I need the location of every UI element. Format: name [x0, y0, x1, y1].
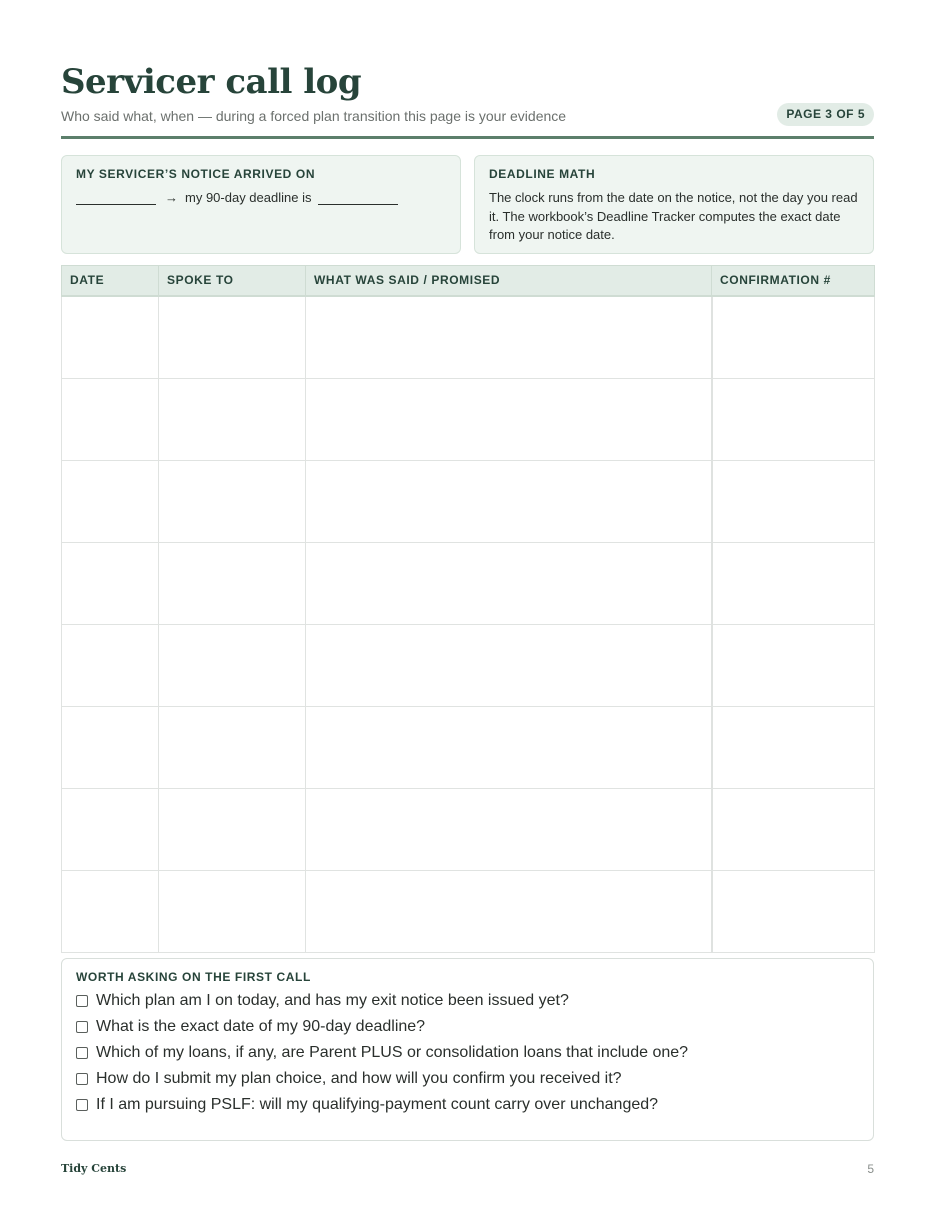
cell-date[interactable] — [62, 624, 159, 706]
table-row — [62, 542, 875, 624]
cell-spoke-to[interactable] — [159, 870, 306, 952]
cell-date[interactable] — [62, 542, 159, 624]
table-row — [62, 624, 875, 706]
notice-card-heading: MY SERVICER’S NOTICE ARRIVED ON — [76, 167, 316, 181]
cell-confirmation[interactable] — [712, 870, 875, 952]
cell-date[interactable] — [62, 378, 159, 460]
question-text: How do I submit my plan choice, and how will you confirm you received it? — [96, 1070, 622, 1087]
call-log-table — [61, 265, 875, 953]
cell-spoke-to[interactable] — [159, 460, 306, 542]
notice-card — [61, 155, 461, 254]
checkbox-icon[interactable] — [76, 1047, 88, 1059]
footer-page-number: 5 — [867, 1162, 874, 1176]
question-item[interactable] — [76, 1070, 859, 1088]
cell-spoke-to[interactable] — [159, 378, 306, 460]
notice-card-line — [76, 190, 446, 205]
cell-confirmation[interactable] — [712, 460, 875, 542]
question-text: If I am pursuing PSLF: will my qualifying-payment count carry over unchanged? — [96, 1096, 659, 1113]
question-item[interactable] — [76, 1018, 859, 1036]
deadline-math-card — [474, 155, 874, 254]
cell-what-said[interactable] — [306, 296, 712, 379]
checkbox-icon[interactable] — [76, 1073, 88, 1085]
cell-confirmation[interactable] — [712, 296, 875, 379]
question-item[interactable] — [76, 992, 859, 1010]
table-row — [62, 460, 875, 542]
checkbox-icon[interactable] — [76, 1021, 88, 1033]
cell-confirmation[interactable] — [712, 378, 875, 460]
checkbox-icon[interactable] — [76, 1099, 88, 1111]
cell-spoke-to[interactable] — [159, 624, 306, 706]
question-text: Which plan am I on today, and has my exit notice been issued yet? — [96, 992, 569, 1009]
checkbox-icon[interactable] — [76, 995, 88, 1007]
page-badge: PAGE 3 OF 5 — [777, 103, 874, 126]
table-row — [62, 706, 875, 788]
page-subtitle: Who said what, when — during a forced plan transition this page is your evidence — [61, 108, 567, 124]
notice-date-blank[interactable] — [76, 191, 156, 205]
cell-date[interactable] — [62, 460, 159, 542]
first-call-questions — [61, 958, 874, 1141]
footer-brand: Tidy Cents — [61, 1162, 127, 1175]
table-header-row — [62, 266, 875, 296]
table-row — [62, 870, 875, 952]
deadline-math-heading: DEADLINE MATH — [489, 167, 596, 181]
cell-confirmation[interactable] — [712, 542, 875, 624]
cell-what-said[interactable] — [306, 460, 712, 542]
question-item[interactable] — [76, 1096, 859, 1114]
page-title: Servicer call log — [61, 62, 362, 102]
deadline-label: my 90-day deadline is — [185, 190, 312, 205]
cell-what-said[interactable] — [306, 706, 712, 788]
cell-date[interactable] — [62, 788, 159, 870]
cell-confirmation[interactable] — [712, 706, 875, 788]
cell-date[interactable] — [62, 870, 159, 952]
cell-spoke-to[interactable] — [159, 706, 306, 788]
first-call-heading: WORTH ASKING ON THE FIRST CALL — [76, 970, 311, 984]
question-text: What is the exact date of my 90-day deadline? — [96, 1018, 426, 1035]
arrow-right-icon: → — [165, 190, 178, 205]
cell-confirmation[interactable] — [712, 788, 875, 870]
cell-what-said[interactable] — [306, 788, 712, 870]
table-row — [62, 378, 875, 460]
table-row — [62, 296, 875, 379]
header-divider — [61, 136, 874, 139]
call-log-body — [62, 296, 875, 953]
column-header-spoke-to: SPOKE TO — [159, 266, 306, 296]
deadline-math-body: The clock runs from the date on the notice, not the day you read it. The workbook’s Deadline Tracker computes the exact date from your notice date. — [489, 190, 858, 242]
cell-spoke-to[interactable] — [159, 542, 306, 624]
column-header-what-said: WHAT WAS SAID / PROMISED — [306, 266, 712, 296]
cell-spoke-to[interactable] — [159, 296, 306, 379]
cell-confirmation[interactable] — [712, 624, 875, 706]
deadline-date-blank[interactable] — [318, 191, 398, 205]
column-header-date: DATE — [62, 266, 159, 296]
question-item[interactable] — [76, 1044, 859, 1062]
cell-date[interactable] — [62, 706, 159, 788]
cell-what-said[interactable] — [306, 624, 712, 706]
cell-what-said[interactable] — [306, 870, 712, 952]
cell-spoke-to[interactable] — [159, 788, 306, 870]
table-row — [62, 788, 875, 870]
cell-what-said[interactable] — [306, 378, 712, 460]
cell-what-said[interactable] — [306, 542, 712, 624]
cell-date[interactable] — [62, 296, 159, 379]
column-header-confirmation: CONFIRMATION # — [712, 266, 875, 296]
question-text: Which of my loans, if any, are Parent PLUS or consolidation loans that include one? — [96, 1044, 689, 1061]
